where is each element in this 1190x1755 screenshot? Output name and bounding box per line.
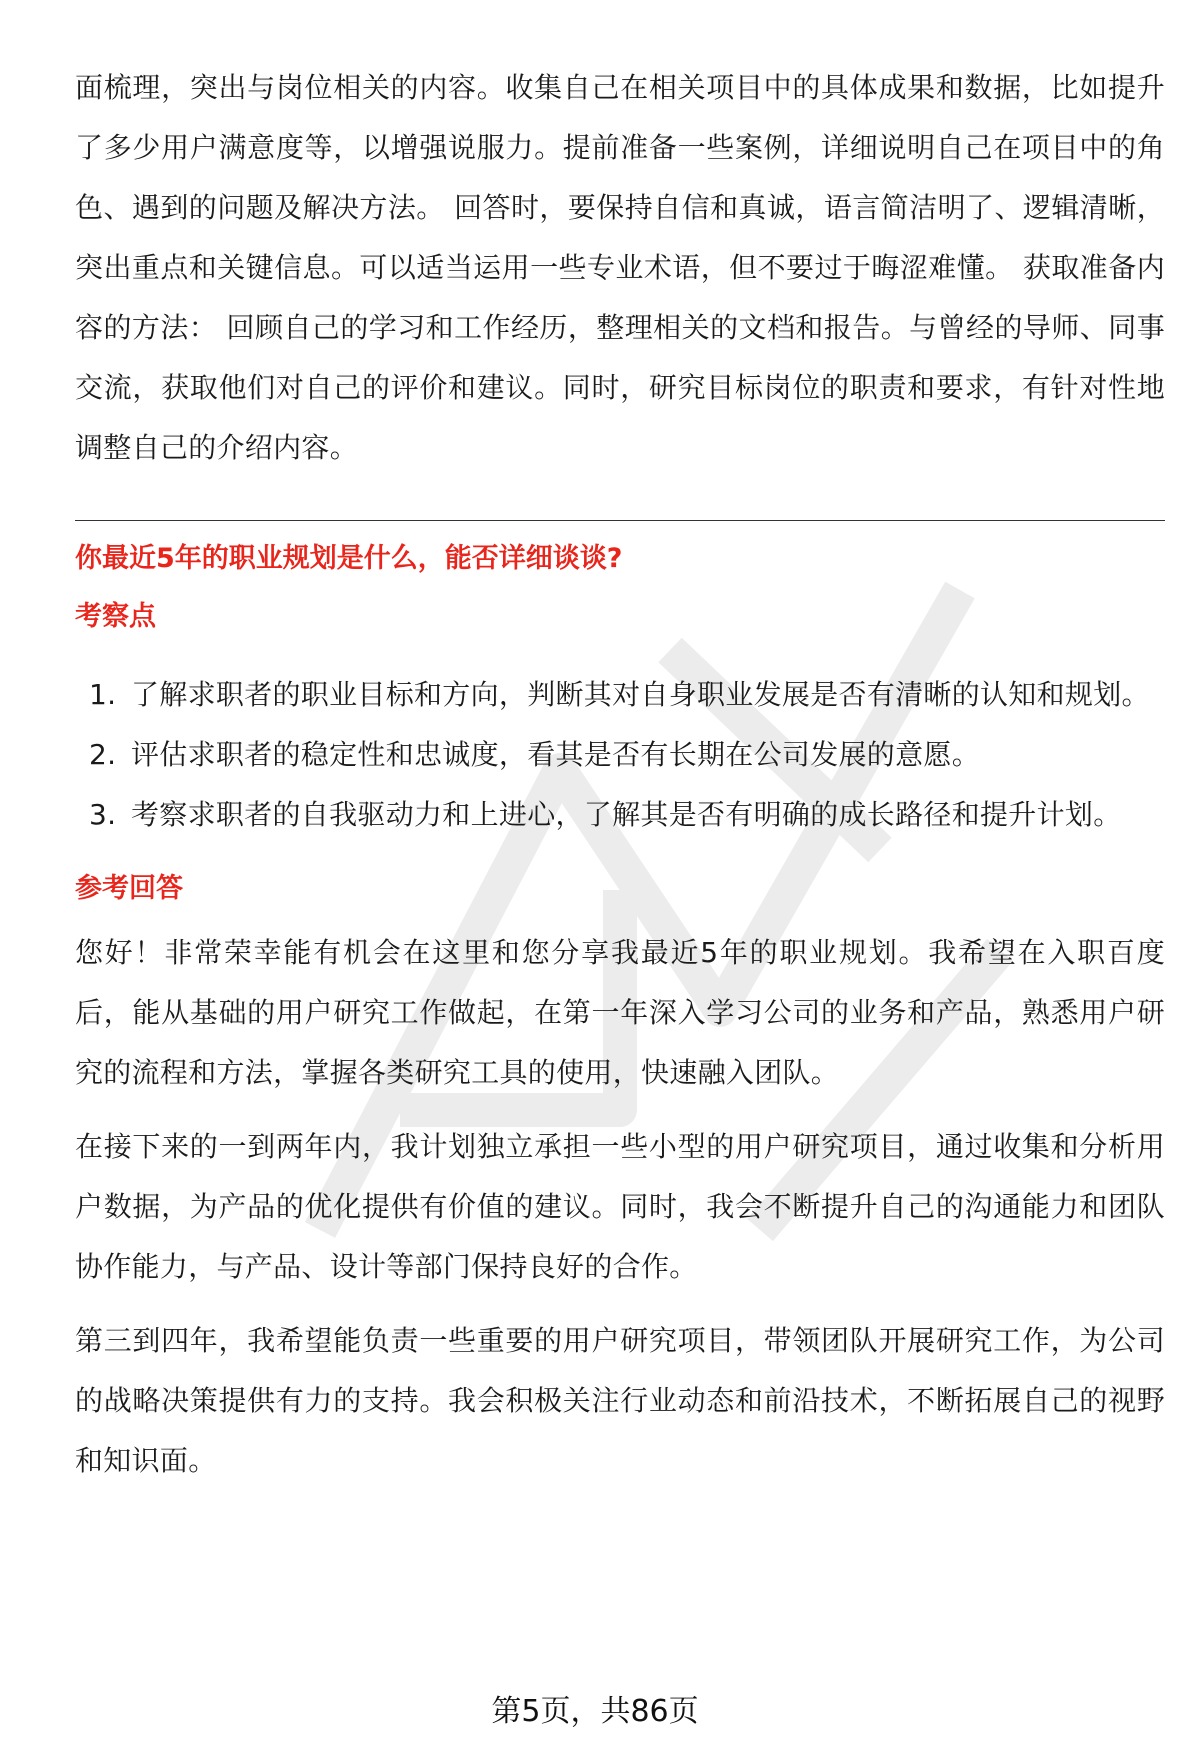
list-item bbox=[75, 785, 1165, 845]
answer-paragraph: 在接下来的一到两年内，我计划独立承担一些小型的用户研究项目，通过收集和分析用户数据，为产品的优化提供有价值的建议。同时，我会不断提升自己的沟通能力和团队协作能力，与产品、设计等部门保持良好的合作。 bbox=[75, 1130, 1165, 1283]
intro-paragraph: 面梳理，突出与岗位相关的内容。收集自己在相关项目中的具体成果和数据，比如提升了多少用户满意度等，以增强说服力。提前准备一些案例，详细说明自己在项目中的角色、遇到的问题及解决方法。 回答时，要保持自信和真诚，语言简洁明了、逻辑清晰，突出重点和关键信息。可以适当运用一些专业术语，但不要过于晦涩难懂。 获取准备内容的方法： 回顾自己的学习和工作经历，整理相关的文档和报告。与曾经的导师、同事交流，获取他们对自己的评价和建议。同时，研究目标岗位的职责和要求，有针对性地调整自己的介绍内容。 bbox=[75, 71, 1165, 464]
answer-paragraph: 您好！非常荣幸能有机会在这里和您分享我最近5年的职业规划。我希望在入职百度后，能从基础的用户研究工作做起，在第一年深入学习公司的业务和产品，熟悉用户研究的流程和方法，掌握各类研究工具的使用，快速融入团队。 bbox=[75, 936, 1165, 1089]
focus-list bbox=[75, 665, 1165, 845]
main-content bbox=[75, 58, 1165, 1491]
answer-paragraph: 第三到四年，我希望能负责一些重要的用户研究项目，带领团队开展研究工作，为公司的战略决策提供有力的支持。我会积极关注行业动态和前沿技术，不断拓展自己的视野和知识面。 bbox=[75, 1324, 1165, 1477]
list-item-number: 1. bbox=[89, 678, 117, 711]
list-item-text: 评估求职者的稳定性和忠诚度，看其是否有长期在公司发展的意愿。 bbox=[131, 738, 981, 771]
question-heading: 你最近5年的职业规划是什么，能否详细谈谈? bbox=[75, 543, 623, 574]
focus-title: 考察点 bbox=[75, 601, 156, 632]
list-item-text: 了解求职者的职业目标和方向，判断其对自身职业发展是否有清晰的认知和规划。 bbox=[131, 678, 1150, 711]
list-item bbox=[75, 725, 1165, 785]
list-item-number: 3. bbox=[89, 798, 117, 831]
list-item-number: 2. bbox=[89, 738, 117, 771]
answer-title: 参考回答 bbox=[75, 873, 183, 904]
page-number-footer: 第5页，共86页 bbox=[491, 1694, 699, 1729]
list-item bbox=[75, 665, 1165, 725]
section-divider bbox=[75, 520, 1165, 521]
list-item-text: 考察求职者的自我驱动力和上进心，了解其是否有明确的成长路径和提升计划。 bbox=[131, 798, 1122, 831]
